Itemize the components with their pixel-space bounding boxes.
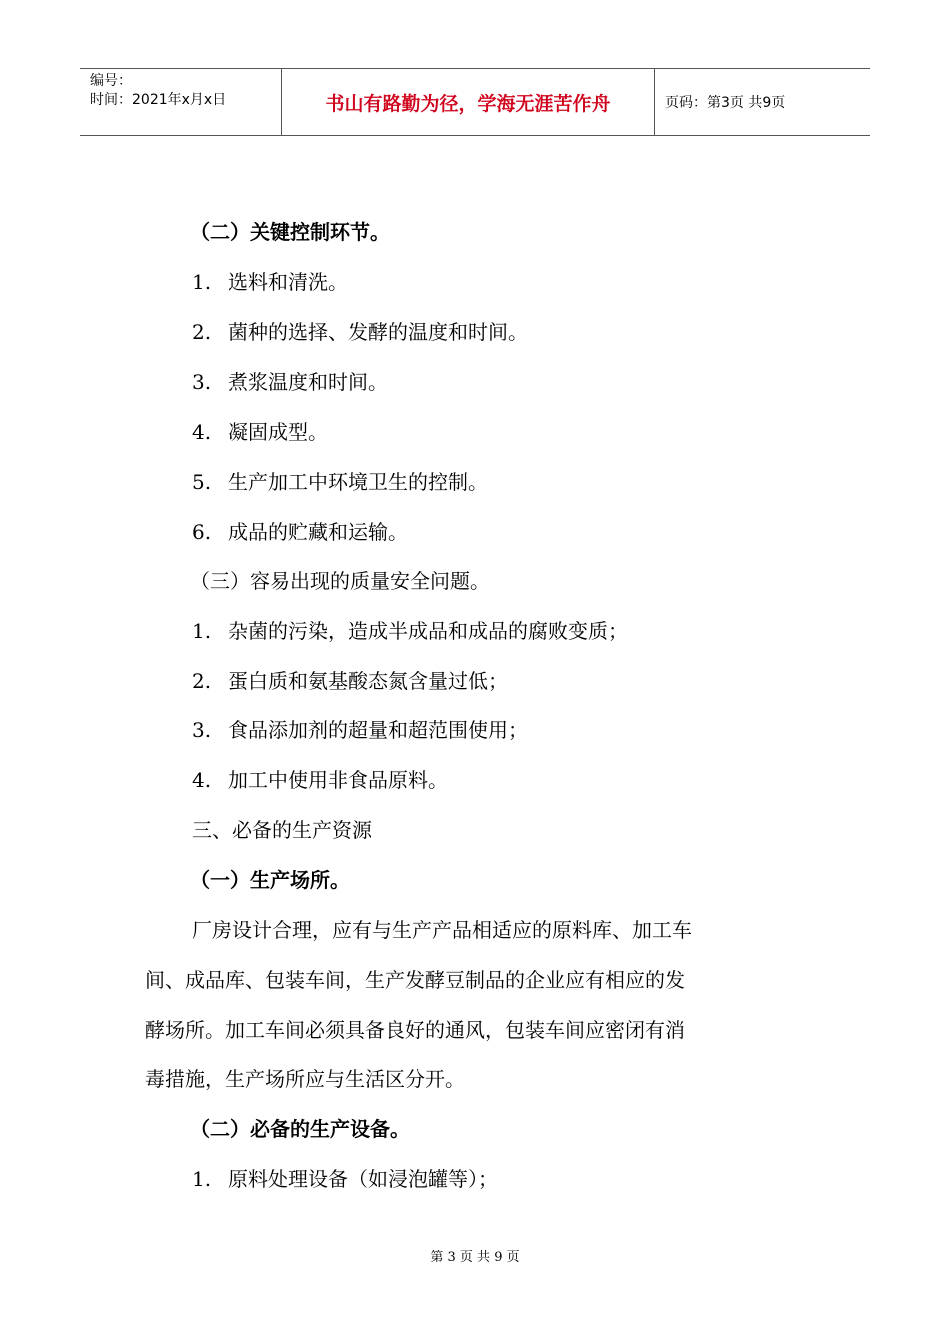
heading-production-resources: 三、必备的生产资源	[192, 818, 372, 842]
heading-key-control: （二）关键控制环节。	[190, 220, 390, 244]
list-item: 3. 煮浆温度和时间。	[192, 370, 388, 394]
list-item: 6. 成品的贮藏和运输。	[192, 520, 408, 544]
list-item: 3. 食品添加剂的超量和超范围使用；	[192, 718, 528, 742]
list-item: 1. 原料处理设备（如浸泡罐等）；	[192, 1167, 498, 1191]
page-header	[80, 68, 870, 136]
list-item: 1. 杂菌的污染，造成半成品和成品的腐败变质；	[192, 619, 628, 643]
list-item: 4. 加工中使用非食品原料。	[192, 768, 448, 792]
list-item: 4. 凝固成型。	[192, 420, 328, 444]
heading-equipment: （二）必备的生产设备。	[190, 1117, 410, 1141]
list-item: 2. 菌种的选择、发酵的温度和时间。	[192, 320, 528, 344]
paragraph-line: 间、成品库、包装车间，生产发酵豆制品的企业应有相应的发	[145, 968, 685, 992]
paragraph-line: 毒措施，生产场所应与生活区分开。	[145, 1067, 465, 1091]
heading-production-site: （一）生产场所。	[190, 868, 350, 892]
document-time-label: 时间：2021年x月x日	[90, 92, 227, 108]
heading-quality-issues: （三）容易出现的质量安全问题。	[190, 569, 490, 593]
header-motto: 书山有路勤为径，学海无涯苦作舟	[282, 69, 655, 135]
document-number-label: 编号：	[90, 73, 132, 89]
list-item: 5. 生产加工中环境卫生的控制。	[192, 470, 488, 494]
paragraph-line: 厂房设计合理，应有与生产产品相适应的原料库、加工车	[192, 918, 692, 942]
header-page-label: 页码：第3页 共9页	[665, 95, 786, 111]
header-meta	[80, 69, 282, 135]
list-item: 2. 蛋白质和氨基酸态氮含量过低；	[192, 669, 508, 693]
page-footer: 第 3 页 共 9 页	[430, 1250, 520, 1265]
paragraph-line: 酵场所。加工车间必须具备良好的通风，包装车间应密闭有消	[145, 1018, 685, 1042]
list-item: 1. 选料和清洗。	[192, 270, 348, 294]
